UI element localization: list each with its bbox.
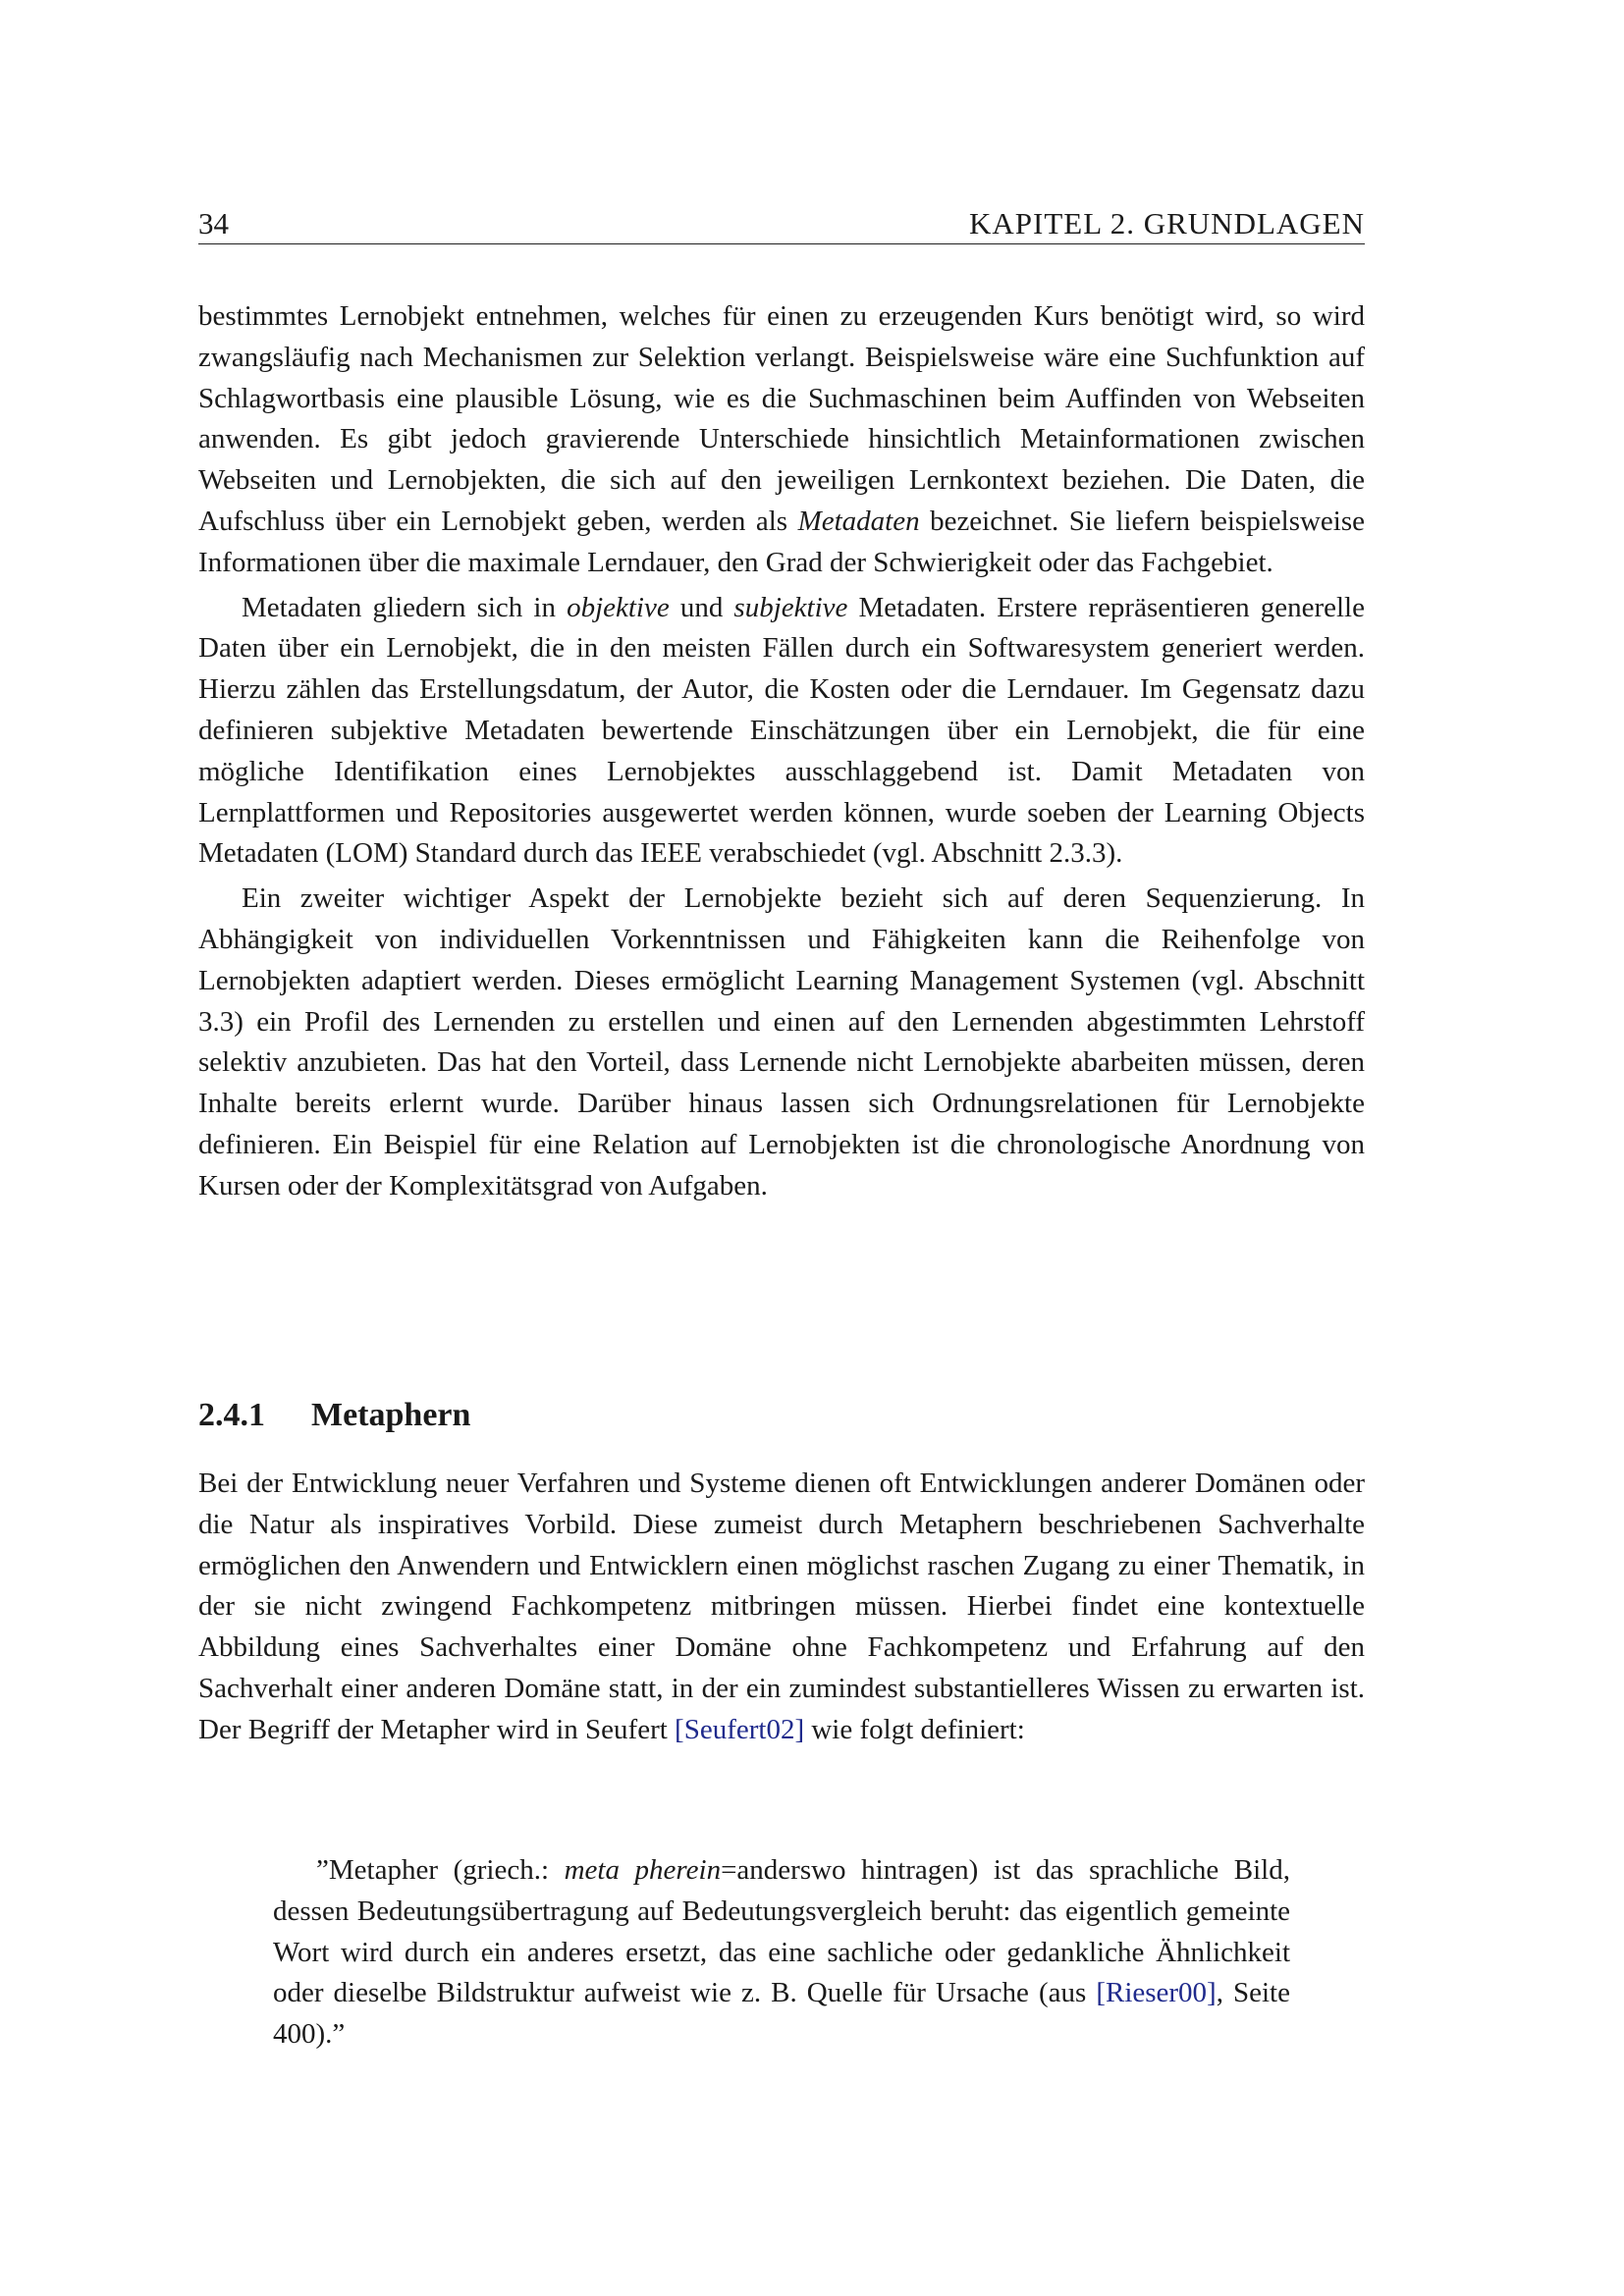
quote-text: , Seite 400).” (273, 1977, 1290, 2051)
running-head: KAPITEL 2. GRUNDLAGEN (968, 206, 1365, 240)
body-text (198, 296, 1365, 1207)
emphasis-meta-pherein: meta pherein (564, 1854, 722, 1886)
paragraph-text: Bei der Entwicklung neuer Verfahren und Systeme dienen oft Entwicklungen anderer Domänen oder die Natur als inspiratives Vorbild. Diese zumeist durch Metaphern beschriebenen Sachverhalte ermöglichen den Anwendern und Entwicklern einen möglichst raschen Zugang zu einer Thematik, in der sie nicht zwingend Fachkompetenz mitbringen müssen. Hierbei findet eine kontextuelle Abbildung eines Sachverhaltes einer Domäne ohne Fachkompetenz und Erfahrung auf den Sachverhalt einer anderen Domäne statt, in der ein zumindest substantielleres Wissen zu erwarten ist. Der Begriff der Metapher wird in Seufert (198, 1468, 1365, 1745)
quote-text: =anderswo hintragen) ist das sprachliche Bild, dessen Bedeutungsübertragung auf Bedeutungsvergleich beruht: das eigentlich gemeinte Wort wird durch ein anderes ersetzt, das eine sachliche oder gedankliche Ähnlichkeit oder dieselbe Bildstruktur aufweist wie z. B. Quelle für Ursache (aus (273, 1854, 1290, 2009)
paragraph-text: und (669, 591, 734, 623)
paragraph-metadaten-intro (198, 296, 1365, 584)
paragraph-text: bezeichnet. Sie liefern beispielsweise Informationen über die maximale Lerndauer, den Grad der Schwierigkeit oder das Fachgebiet. (198, 505, 1366, 578)
paragraph-metaphern (198, 1464, 1365, 1751)
page-number: 34 (198, 206, 229, 240)
quotation-block (273, 1850, 1290, 2056)
paragraph-text: bestimmtes Lernobjekt entnehmen, welches für einen zu erzeugenden Kurs benötigt wird, so wird zwangsläufig nach Mechanismen zur Selektion verlangt. Beispielsweise wäre eine Suchfunktion auf Schlagwortbasis eine plausible Lösung, wie es die Suchmaschinen beim Auffinden von Webseiten anwenden. Es gibt jedoch gravierende Unterschiede hinsichtlich Metainformationen zwischen Webseiten und Lernobjekten, die sich auf den jeweiligen Lernkontext beziehen. Die Daten, die Aufschluss über ein Lernobjekt geben, werden als (198, 300, 1365, 537)
emphasis-metadaten: Metadaten (797, 505, 920, 537)
section-heading (198, 1394, 1365, 1437)
paragraph-text: wie folgt definiert: (804, 1713, 1025, 1745)
emphasis-subjektive: subjektive (733, 591, 848, 623)
section-title: Metaphern (311, 1397, 471, 1433)
paragraph-metadaten-types (198, 588, 1365, 876)
page-header (198, 204, 1365, 244)
paragraph-text: Metadaten gliedern sich in (242, 591, 568, 623)
quotation-text (273, 1850, 1290, 2056)
citation-link-rieser00[interactable]: [Rieser00] (1096, 1977, 1217, 2009)
paragraph-text: Metadaten. Erstere repräsentieren generelle Daten über ein Lernobjekt, die in den meisten Fällen durch ein Softwaresystem generiert werden. Hierzu zählen das Erstellungsdatum, der Autor, die Kosten oder die Lerndauer. Im Gegensatz dazu definieren subjektive Metadaten bewertende Einschätzungen über ein Lernobjekt, die für eine mögliche Identifikation eines Lernobjektes ausschlaggebend ist. Damit Metadaten von Lernplattformen und Repositories ausgewertet werden können, wurde soeben der Learning Objects Metadaten (LOM) Standard durch das IEEE verabschiedet (vgl. Abschnitt 2.3.3). (198, 591, 1365, 870)
quote-text: ”Metapher (griech.: (316, 1854, 565, 1886)
section-number: 2.4.1 (198, 1397, 265, 1433)
paragraph-sequenzierung: Ein zweiter wichtiger Aspekt der Lernobjekte bezieht sich auf deren Sequenzierung. In Abhängigkeit von individuellen Vorkenntnissen und Fähigkeiten kann die Reihenfolge von Lernobjekten adaptiert werden. Dieses ermöglicht Learning Management Systemen (vgl. Abschnitt 3.3) ein Profil des Lernenden zu erstellen und einen auf den Lernenden abgestimmten Lehrstoff selektiv anzubieten. Das hat den Vorteil, dass Lernende nicht Lernobjekte abarbeiten müssen, deren Inhalte bereits erlernt wurde. Darüber hinaus lassen sich Ordnungsrelationen für Lernobjekte definieren. Ein Beispiel für eine Relation auf Lernobjekten ist die chronologische Anordnung von Kursen oder der Komplexitätsgrad von Aufgaben. (198, 882, 1365, 1201)
emphasis-objektive: objektive (567, 591, 670, 623)
citation-link-seufert02[interactable]: [Seufert02] (675, 1713, 805, 1745)
